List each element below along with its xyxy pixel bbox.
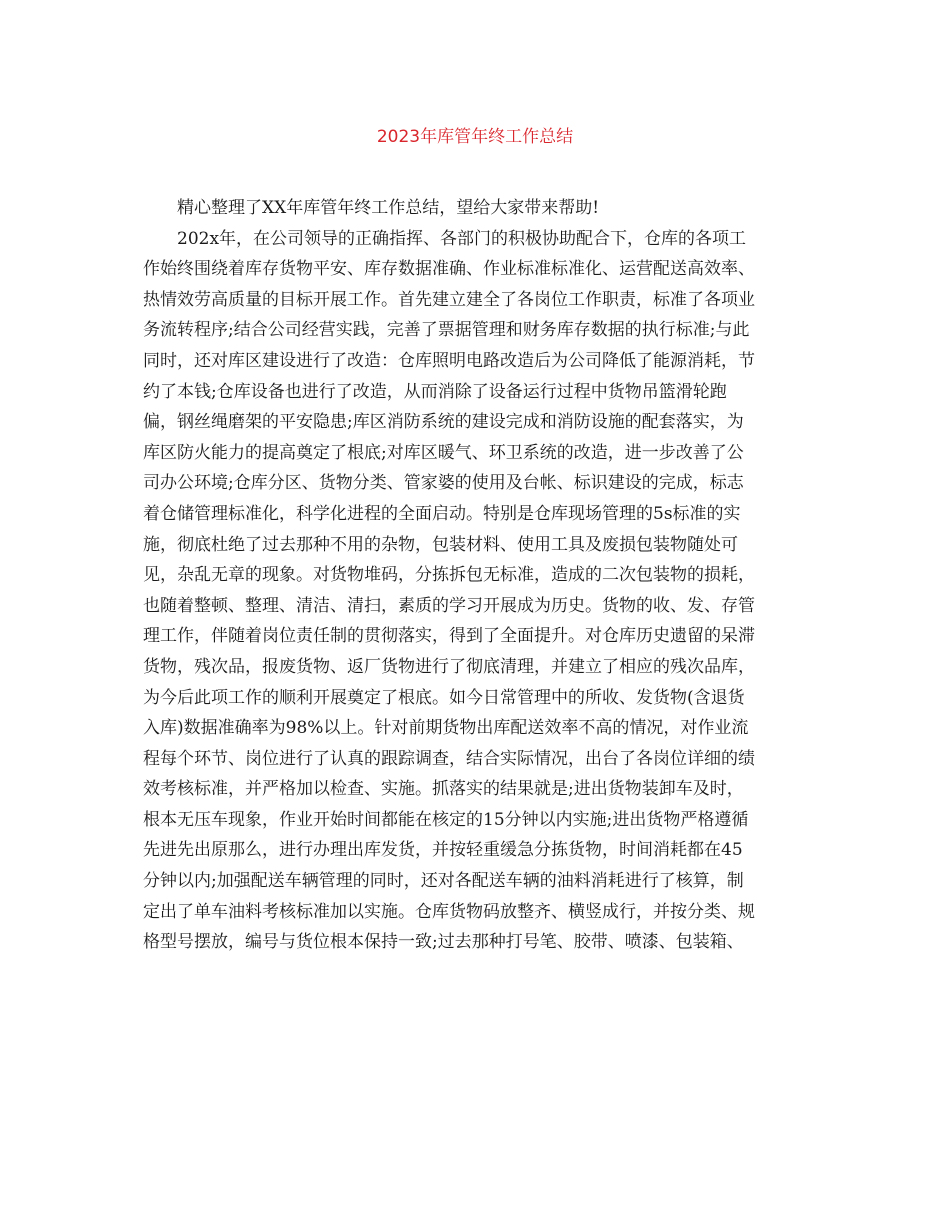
text-line: 202x年，在公司领导的正确指挥、各部门的积极协助配合下，仓库的各项工 (177, 228, 747, 249)
text-line: 效考核标准，并严格加以检查、实施。抓落实的结果就是;进出货物装卸车及时， (143, 779, 744, 800)
text-line: 也随着整顿、整理、清洁、清扫，素质的学习开展成为历史。货物的收、发、存管 (143, 595, 755, 616)
text-line: 施，彻底杜绝了过去那种不用的杂物，包装材料、使用工具及废损包装物随处可 (143, 534, 738, 555)
text-line: 理工作，伴随着岗位责任制的贯彻落实，得到了全面提升。对仓库历史遗留的呆滞 (143, 626, 755, 647)
text-line: 货物，残次品，报废货物、返厂货物进行了彻底清理，并建立了相应的残次品库， (143, 656, 755, 677)
text-line: 司办公环境;仓库分区、货物分类、管家婆的使用及台帐、标识建设的完成，标志 (143, 473, 744, 494)
text-line: 约了本钱;仓库设备也进行了改造，从而消除了设备运行过程中货物吊篮滑轮跑 (143, 381, 727, 402)
text-line: 作始终围绕着库存货物平安、库存数据准确、作业标准标准化、运营配送高效率、 (143, 259, 755, 280)
text-line: 偏，钢丝绳磨架的平安隐患;库区消防系统的建设完成和消防设施的配套落实，为 (143, 412, 744, 433)
intro-paragraph: 精心整理了XX年库管年终工作总结，望给大家带来帮助! (177, 198, 600, 218)
main-paragraph (143, 224, 815, 958)
text-line: 先进先出原那么，进行办理出库发货，并按轻重缓急分拣货物，时间消耗都在45 (143, 840, 743, 861)
text-line: 见，杂乱无章的现象。对货物堆码，分拣拆包无标准，造成的二次包装物的损耗， (143, 565, 755, 586)
text-line: 库区防火能力的提高奠定了根底;对库区暖气、环卫系统的改造，进一步改善了公 (143, 442, 744, 463)
text-line: 定出了单车油料考核标准加以实施。仓库货物码放整齐、横竖成行，并按分类、规 (143, 901, 755, 922)
text-line: 根本无压车现象，作业开始时间都能在核定的15分钟以内实施;进出货物严格遵循 (143, 809, 749, 830)
text-line: 同时，还对库区建设进行了改造：仓库照明电路改造后为公司降低了能源消耗，节 (143, 350, 755, 371)
document-title: 2023年库管年终工作总结 (376, 127, 574, 147)
text-line: 着仓储管理标准化，科学化进程的全面启动。特别是仓库现场管理的5s标准的实 (143, 503, 741, 524)
text-line: 入库)数据准确率为98%以上。针对前期货物出库配送效率不高的情况，对作业流 (143, 718, 749, 739)
text-line: 分钟以内;加强配送车辆管理的同时，还对各配送车辆的油料消耗进行了核算，制 (143, 871, 744, 892)
text-line: 程每个环节、岗位进行了认真的跟踪调查，结合实际情况，出台了各岗位详细的绩 (143, 748, 755, 769)
text-line: 务流转程序;结合公司经营实践，完善了票据管理和财务库存数据的执行标准;与此 (143, 320, 750, 341)
text-line: 热情效劳高质量的目标开展工作。首先建立建全了各岗位工作职责，标准了各项业 (143, 289, 755, 310)
document-body (143, 193, 815, 958)
text-line: 为今后此项工作的顺利开展奠定了根底。如今日常管理中的所收、发货物(含退货 (143, 687, 745, 708)
text-line: 格型号摆放，编号与货位根本保持一致;过去那种打号笔、胶带、喷漆、包装箱、 (143, 932, 744, 953)
